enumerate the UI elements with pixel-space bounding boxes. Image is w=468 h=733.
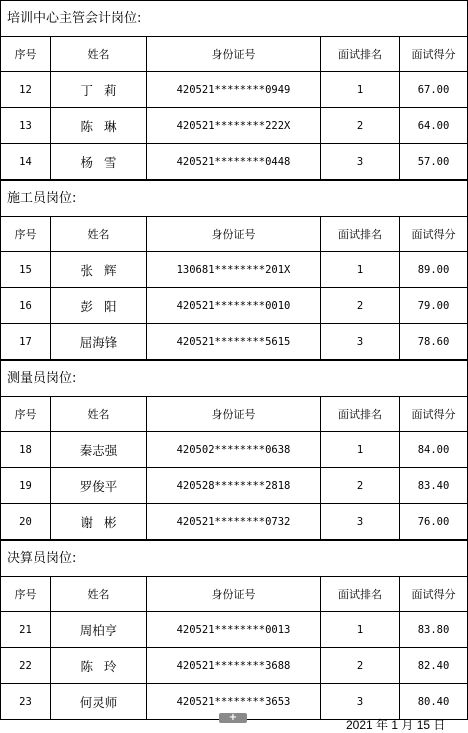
header-rank: 面试排名 [321, 37, 400, 72]
header-score: 面试得分 [400, 397, 468, 432]
id-number-cell: 420521********0010 [147, 288, 321, 324]
table-row [1, 324, 468, 360]
header-name: 姓名 [51, 397, 147, 432]
result-table [0, 576, 468, 720]
rank-cell: 3 [321, 144, 400, 180]
header-id: 身份证号 [147, 577, 321, 612]
header-id: 身份证号 [147, 397, 321, 432]
table-row [1, 108, 468, 144]
header-row [1, 37, 468, 72]
position-section [0, 180, 468, 360]
table-row [1, 288, 468, 324]
header-name: 姓名 [51, 37, 147, 72]
serial-cell: 15 [1, 252, 51, 288]
rank-cell: 1 [321, 432, 400, 468]
table-row [1, 252, 468, 288]
serial-cell: 16 [1, 288, 51, 324]
serial-cell: 18 [1, 432, 51, 468]
rank-cell: 3 [321, 324, 400, 360]
section-title: 培训中心主管会计岗位: [0, 0, 468, 36]
score-cell: 57.00 [400, 144, 468, 180]
score-cell: 67.00 [400, 72, 468, 108]
serial-cell: 21 [1, 612, 51, 648]
table-row [1, 504, 468, 540]
rank-cell: 2 [321, 288, 400, 324]
score-cell: 79.00 [400, 288, 468, 324]
position-section [0, 540, 468, 720]
name-cell: 屈海锋 [51, 324, 147, 360]
rank-cell: 1 [321, 252, 400, 288]
serial-cell: 14 [1, 144, 51, 180]
name-cell: 秦志强 [51, 432, 147, 468]
name-cell: 周柏亨 [51, 612, 147, 648]
score-cell: 82.40 [400, 648, 468, 684]
header-id: 身份证号 [147, 37, 321, 72]
table-row [1, 72, 468, 108]
name-cell: 陈琳 [51, 108, 147, 144]
header-score: 面试得分 [400, 217, 468, 252]
rank-cell: 3 [321, 684, 400, 720]
name-cell: 丁莉 [51, 72, 147, 108]
name-cell: 杨雪 [51, 144, 147, 180]
section-title: 施工员岗位: [0, 180, 468, 216]
id-number-cell: 420502********0638 [147, 432, 321, 468]
serial-cell: 17 [1, 324, 51, 360]
serial-cell: 22 [1, 648, 51, 684]
header-row [1, 217, 468, 252]
header-rank: 面试排名 [321, 397, 400, 432]
document-date: 2021 年 1 月 15 日 [346, 718, 446, 732]
header-serial: 序号 [1, 397, 51, 432]
header-serial: 序号 [1, 577, 51, 612]
id-number-cell: 420521********3653 [147, 684, 321, 720]
header-rank: 面试排名 [321, 577, 400, 612]
name-cell: 罗俊平 [51, 468, 147, 504]
id-number-cell: 420521********3688 [147, 648, 321, 684]
serial-cell: 12 [1, 72, 51, 108]
header-name: 姓名 [51, 217, 147, 252]
table-row [1, 648, 468, 684]
serial-cell: 13 [1, 108, 51, 144]
header-score: 面试得分 [400, 577, 468, 612]
position-section [0, 360, 468, 540]
rank-cell: 3 [321, 504, 400, 540]
result-table [0, 36, 468, 180]
serial-cell: 23 [1, 684, 51, 720]
rank-cell: 2 [321, 108, 400, 144]
score-cell: 84.00 [400, 432, 468, 468]
rank-cell: 2 [321, 468, 400, 504]
score-cell: 89.00 [400, 252, 468, 288]
id-number-cell: 420521********0448 [147, 144, 321, 180]
table-row [1, 144, 468, 180]
rank-cell: 2 [321, 648, 400, 684]
score-cell: 78.60 [400, 324, 468, 360]
header-id: 身份证号 [147, 217, 321, 252]
id-number-cell: 420521********5615 [147, 324, 321, 360]
id-number-cell: 420521********222X [147, 108, 321, 144]
id-number-cell: 420521********0732 [147, 504, 321, 540]
score-cell: 83.40 [400, 468, 468, 504]
header-row [1, 397, 468, 432]
section-title: 测量员岗位: [0, 360, 468, 396]
name-cell: 陈玲 [51, 648, 147, 684]
id-number-cell: 420521********0949 [147, 72, 321, 108]
rank-cell: 1 [321, 72, 400, 108]
rank-cell: 1 [321, 612, 400, 648]
table-row [1, 612, 468, 648]
expand-button[interactable] [219, 713, 247, 723]
score-cell: 76.00 [400, 504, 468, 540]
name-cell: 彭阳 [51, 288, 147, 324]
name-cell: 张辉 [51, 252, 147, 288]
header-row [1, 577, 468, 612]
table-row [1, 468, 468, 504]
score-cell: 83.80 [400, 612, 468, 648]
id-number-cell: 130681********201X [147, 252, 321, 288]
result-table [0, 396, 468, 540]
header-serial: 序号 [1, 217, 51, 252]
header-score: 面试得分 [400, 37, 468, 72]
name-cell: 谢彬 [51, 504, 147, 540]
name-cell: 何灵师 [51, 684, 147, 720]
header-name: 姓名 [51, 577, 147, 612]
serial-cell: 19 [1, 468, 51, 504]
score-cell: 80.40 [400, 684, 468, 720]
score-cell: 64.00 [400, 108, 468, 144]
position-section [0, 0, 468, 180]
serial-cell: 20 [1, 504, 51, 540]
plus-icon: + [228, 712, 238, 723]
id-number-cell: 420521********0013 [147, 612, 321, 648]
header-rank: 面试排名 [321, 217, 400, 252]
result-table [0, 216, 468, 360]
header-serial: 序号 [1, 37, 51, 72]
table-row [1, 432, 468, 468]
id-number-cell: 420528********2818 [147, 468, 321, 504]
section-title: 决算员岗位: [0, 540, 468, 576]
